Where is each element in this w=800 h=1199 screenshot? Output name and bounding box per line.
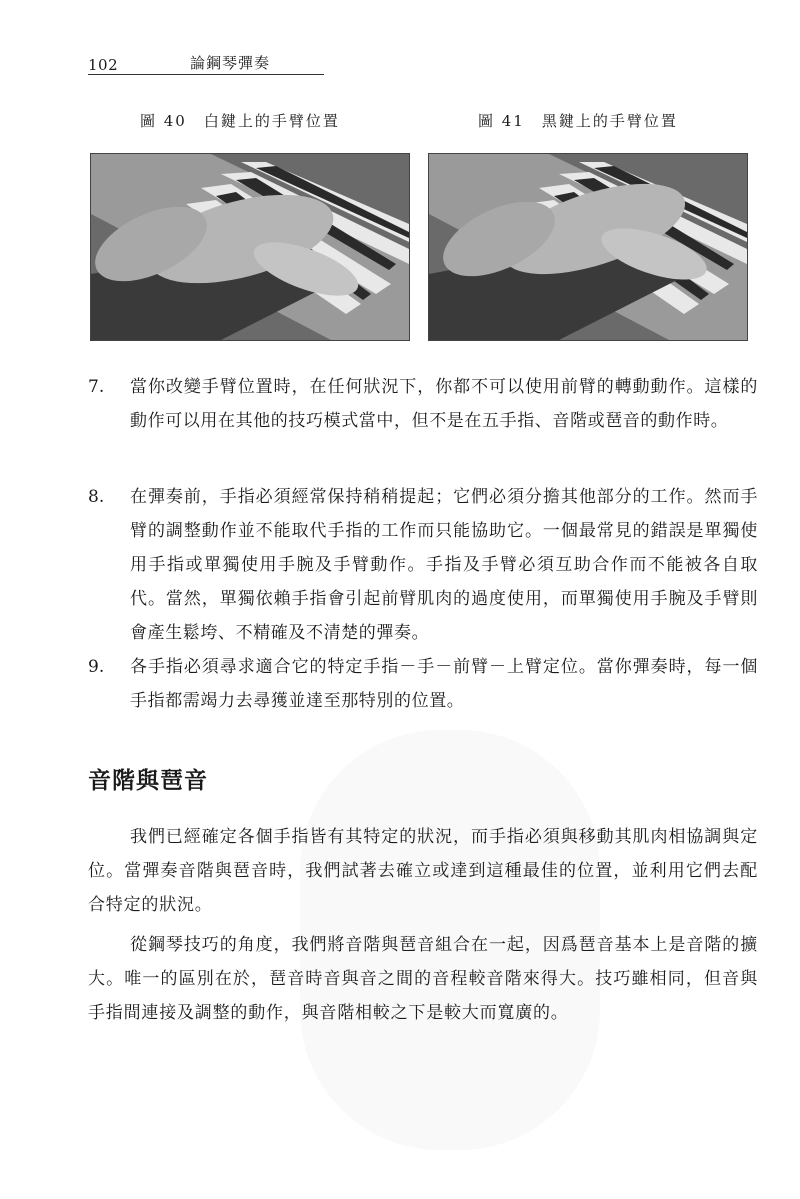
header-rule — [88, 74, 324, 75]
section-heading: 音階與琶音 — [88, 767, 208, 794]
figure-41-photo — [428, 153, 748, 341]
running-head — [88, 52, 328, 76]
item-text: 各手指必須尋求適合它的特定手指－手－前臂－上臂定位。當你彈奏時，每一個手指都需竭力去尋獲並達至那特別的位置。 — [130, 657, 758, 711]
item-number: 8. — [88, 487, 105, 507]
body-paragraph: 從鋼琴技巧的角度，我們將音階與琶音組合在一起，因爲琶音基本上是音階的擴大。唯一的區別在於，琶音時音與音之間的音程較音階來得大。技巧雖相同，但音與手指間連接及調整的動作，與音階相較之下是較大而寬廣的。 — [88, 935, 758, 1023]
list-item — [88, 480, 768, 650]
list-item — [88, 650, 768, 718]
piano-hand-white-keys-image — [91, 154, 409, 340]
figure-40-photo — [90, 153, 410, 341]
figure-41-caption: 圖 41 黑鍵上的手臂位置 — [478, 112, 678, 130]
item-number: 9. — [88, 657, 105, 677]
page-number: 102 — [88, 56, 119, 74]
item-text: 當你改變手臂位置時，在任何狀況下，你都不可以使用前臂的轉動動作。這樣的動作可以用在其他的技巧模式當中，但不是在五手指、音階或琶音的動作時。 — [130, 377, 758, 431]
item-number: 7. — [88, 377, 105, 397]
book-title: 論鋼琴彈奏 — [190, 54, 271, 72]
piano-hand-black-keys-image — [429, 154, 747, 340]
body-paragraph: 我們已經確定各個手指皆有其特定的狀況，而手指必須與移動其肌肉相協調與定位。當彈奏音階與琶音時，我們試著去確立或達到這種最佳的位置，並利用它們去配合特定的狀況。 — [88, 827, 758, 915]
figure-40-caption: 圖 40 白鍵上的手臂位置 — [140, 112, 340, 130]
list-item — [88, 370, 768, 438]
item-text: 在彈奏前，手指必須經常保持稍稍提起；它們必須分擔其他部分的工作。然而手臂的調整動作並不能取代手指的工作而只能協助它。一個最常見的錯誤是單獨使用手指或單獨使用手腕及手臂動作。手指及手臂必須互助合作而不能被各自取代。當然，單獨依賴手指會引起前臂肌肉的過度使用，而單獨使用手腕及手臂則會產生鬆垮、不精確及不清楚的彈奏。 — [130, 487, 758, 643]
